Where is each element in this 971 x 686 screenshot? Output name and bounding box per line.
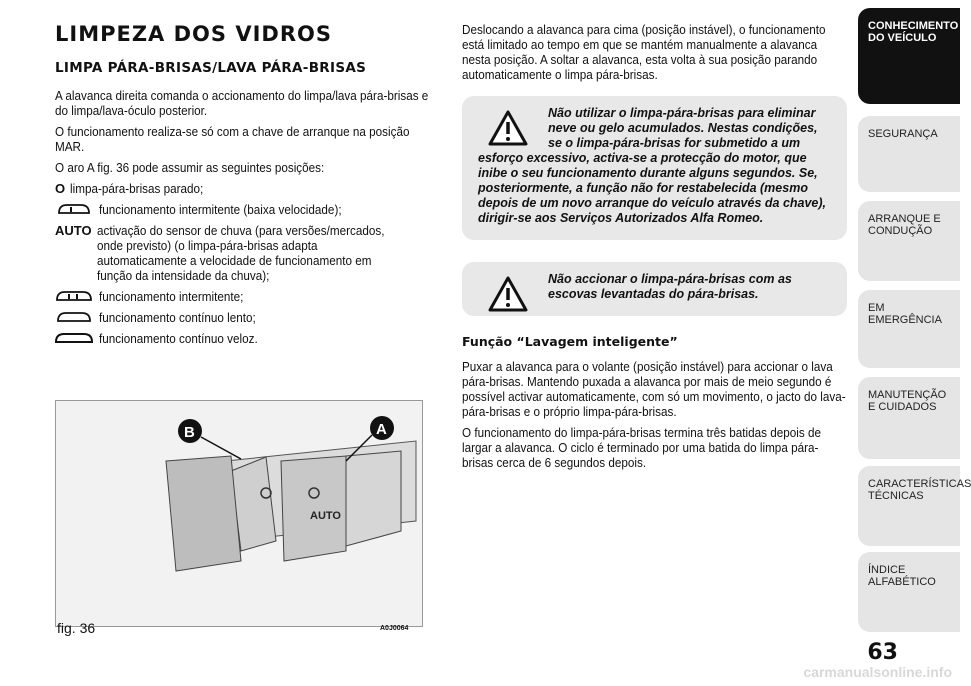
wiper-intermittent-icon [55,202,93,216]
position-item: funcionamento intermitente (baixa velocidade); [55,202,440,217]
tab-em-emergencia[interactable]: EM EMERGÊNCIA [858,290,960,368]
figure-code: A0J0064 [380,625,409,632]
chapter-sidebar [858,0,971,686]
tab-seguranca[interactable]: SEGURANÇA [858,116,960,192]
position-item: funcionamento contínuo lento; [55,310,440,325]
figure-wiper-stalk [55,400,423,627]
tab-indice-alfabetico[interactable]: ÍNDICE ALFABÉTICO [858,552,960,632]
warning-box [462,96,847,240]
page-title: LIMPEZA DOS VIDROS [55,22,332,46]
wiper-fast-icon [55,331,93,345]
paragraph: O aro A fig. 36 pode assumir as seguintes posições: [55,160,325,175]
warning-icon [488,276,528,312]
paragraph: O funcionamento realiza-se só com a chave de arranque na posição MAR. [55,124,410,154]
right-column [462,22,847,476]
watermark-footer: carmanualsonline.info [803,664,952,680]
callout-a: A [376,421,387,438]
paragraph: Deslocando a alavanca para cima (posição instável), o funcionamento está limitado ao tempo em que se mantém manualmente a alavanca nesta posição. A soltar a alavanca, esta volta à sua posição parando automaticamente o limpa pára-brisas. [462,22,826,82]
auto-label: AUTO [310,510,341,522]
warning-box [462,262,847,316]
subsection-title: Função “Lavagem inteligente” [462,334,678,349]
position-item: funcionamento contínuo veloz. [55,331,440,346]
wiper-stalk-illustration [56,401,422,626]
warning-text: Não utilizar o limpa-pára-brisas para eliminar neve ou gelo acumulados. Nestas condições, se o limpa-pára-brisas for submetido a um esforço excessivo, activa-se a protecção do motor, que inibe o seu funcionamento durante alguns segundos. Se, posteriormente, a função não for restabelecida (mesmo depois de um novo arranque do veículo através da chave), dirigir-se aos Serviços Autorizados Alfa Romeo. [478,106,827,225]
tab-conhecimento-do-veiculo[interactable]: CONHECIMENTO DO VEÍCULO [858,8,960,104]
symbol-auto: AUTO [55,223,92,238]
paragraph: O funcionamento do limpa-pára-brisas termina três batidas depois de largar a alavanca. O ciclo é terminado por uma batida do limpa pára-brisas cerca de 6 segundos depois. [462,425,821,470]
page-number: 63 [867,640,898,665]
figure-caption: fig. 36 [57,620,96,636]
tab-arranque-e-conducao[interactable]: ARRANQUE E CONDUÇÃO [858,201,960,281]
position-item: funcionamento intermitente; [55,289,440,304]
position-item: AUTO activação do sensor de chuva (para versões/mercados, onde previsto) (o limpa-pára-brisas adapta automaticamente a velocidade de funcionamento em função da intensidade da chuva); [55,223,385,283]
callout-b: B [184,424,195,441]
warning-icon [488,110,528,146]
left-column [55,22,440,352]
section-title: LIMPA PÁRA-BRISAS/LAVA PÁRA-BRISAS [55,60,367,76]
position-item: O limpa-pára-brisas parado; [55,181,204,196]
tab-caracteristicas-tecnicas[interactable]: CARACTERÍSTICAS TÉCNICAS [858,466,960,546]
wiper-intermittent-icon [55,289,93,303]
wiper-slow-icon [55,310,93,324]
tab-manutencao-e-cuidados[interactable]: MANUTENÇÃO E CUIDADOS [858,377,960,459]
warning-text: Não accionar o limpa-pára-brisas com as escovas levantadas do pára-brisas. [548,272,792,301]
paragraph: Puxar a alavanca para o volante (posição instável) para accionar o lava pára-brisas. Mantendo puxada a alavanca por mais de meio segundo é possível activar automaticamente, com só um movimento, o jacto do lava-pára-brisas e o próprio limpa-pára-brisas. [462,359,846,419]
paragraph: A alavanca direita comanda o accionamento do limpa/lava pára-brisas e do limpa/lava-óculo posterior. [55,88,429,118]
symbol-off: O [55,181,66,196]
